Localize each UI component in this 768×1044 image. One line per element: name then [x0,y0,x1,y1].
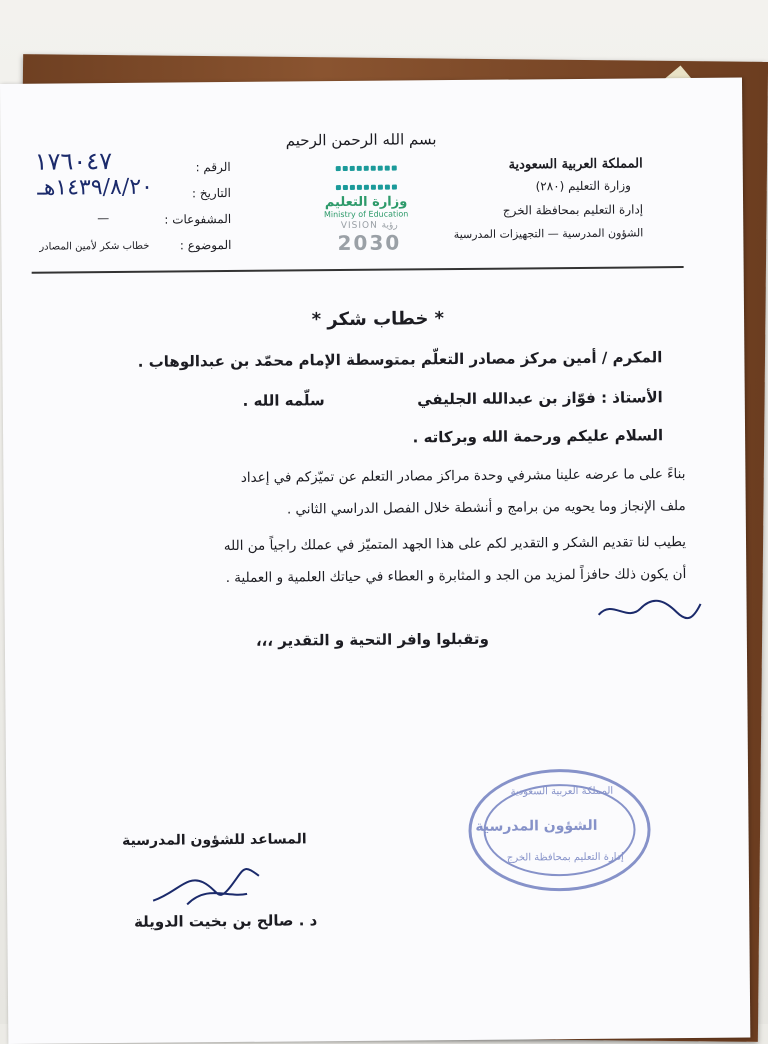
teacher-name: الأستاذ : فوّاز بن عبدالله الجليفي [417,388,663,409]
official-stamp [468,768,651,892]
date-value: ١٤٣٩/٨/٢٠هـ [37,174,154,201]
handwritten-signature-icon [147,854,268,915]
letter-title: * خطاب شكر * [311,308,445,331]
subject-value: خطاب شكر لأمين المصادر [39,240,150,253]
salam: السلام عليكم ورحمة الله وبركاته . [412,426,664,447]
initials-signature-icon [592,592,704,627]
vision-2030-logo [319,220,419,255]
stamp-center-text: الشؤون المدرسية [475,817,598,835]
teacher-greeting: سلّمه الله . [242,391,325,410]
kingdom-name: المملكة العربية السعودية [508,156,643,173]
logo-ministry-en: Ministry of Education [323,209,409,220]
attachments-label: المشفوعات : [164,211,232,227]
signatory-title: المساعد للشؤون المدرسية [121,831,307,849]
closing: وتقبلوا وافر التحية و التقدير ،،، [255,629,489,650]
header-divider [32,266,684,274]
logo-ministry-ar: وزارة التعليم [324,194,408,211]
paragraph-2-line-2: أن يكون ذلك حافزاً لمزيد من الجد و المثابرة و العطاء في حياتك العلمية و العملية . [225,566,687,587]
stamp-outer-text: المملكة العربية السعودية [510,785,614,798]
signatory-name: د . صالح بن بخيت الدويلة [133,911,318,931]
attachments-value: — [97,211,110,226]
ministry-logo [311,156,422,219]
date-label: التاريخ : [191,185,232,201]
subject-label: الموضوع : [179,237,232,253]
ref-value: ١٧٦٠٤٧ [34,147,113,176]
addressee: المكرم / أمين مركز مصادر التعلّم بمتوسطة الإمام محمّد بن عبدالوهاب . [137,348,663,371]
ref-label: الرقم : [195,159,231,175]
basmala: بسم الله الرحمن الرحيم [285,130,437,150]
education-admin: إدارة التعليم بمحافظة الخرج [502,202,644,218]
letter-paper [0,78,750,1044]
department: الشؤون المدرسية — التجهيزات المدرسية [453,226,644,242]
paragraph-2-line-1: يطيب لنا تقديم الشكر و التقدير لكم على هذا الجهد المتميّز في عملك راجياً من الله [223,534,687,555]
paragraph-1-line-2: ملف الإنجاز وما يحويه من برامج و أنشطة خلال الفصل الدراسي الثاني . [286,498,686,518]
paragraph-1-line-1: بناءً على ما عرضه علينا مشرفي وحدة مراكز مصادر التعلم عن تميّزكم في إعداد [240,466,686,486]
vision-year: 2030 [337,230,402,256]
ministry-line: وزارة التعليم (٢٨٠) [535,178,631,194]
logo-dots-icon [311,156,421,195]
stamp-bottom-text: إدارة التعليم بمحافظة الخرج [506,851,624,864]
vision-label: VISION رؤية [340,220,398,232]
